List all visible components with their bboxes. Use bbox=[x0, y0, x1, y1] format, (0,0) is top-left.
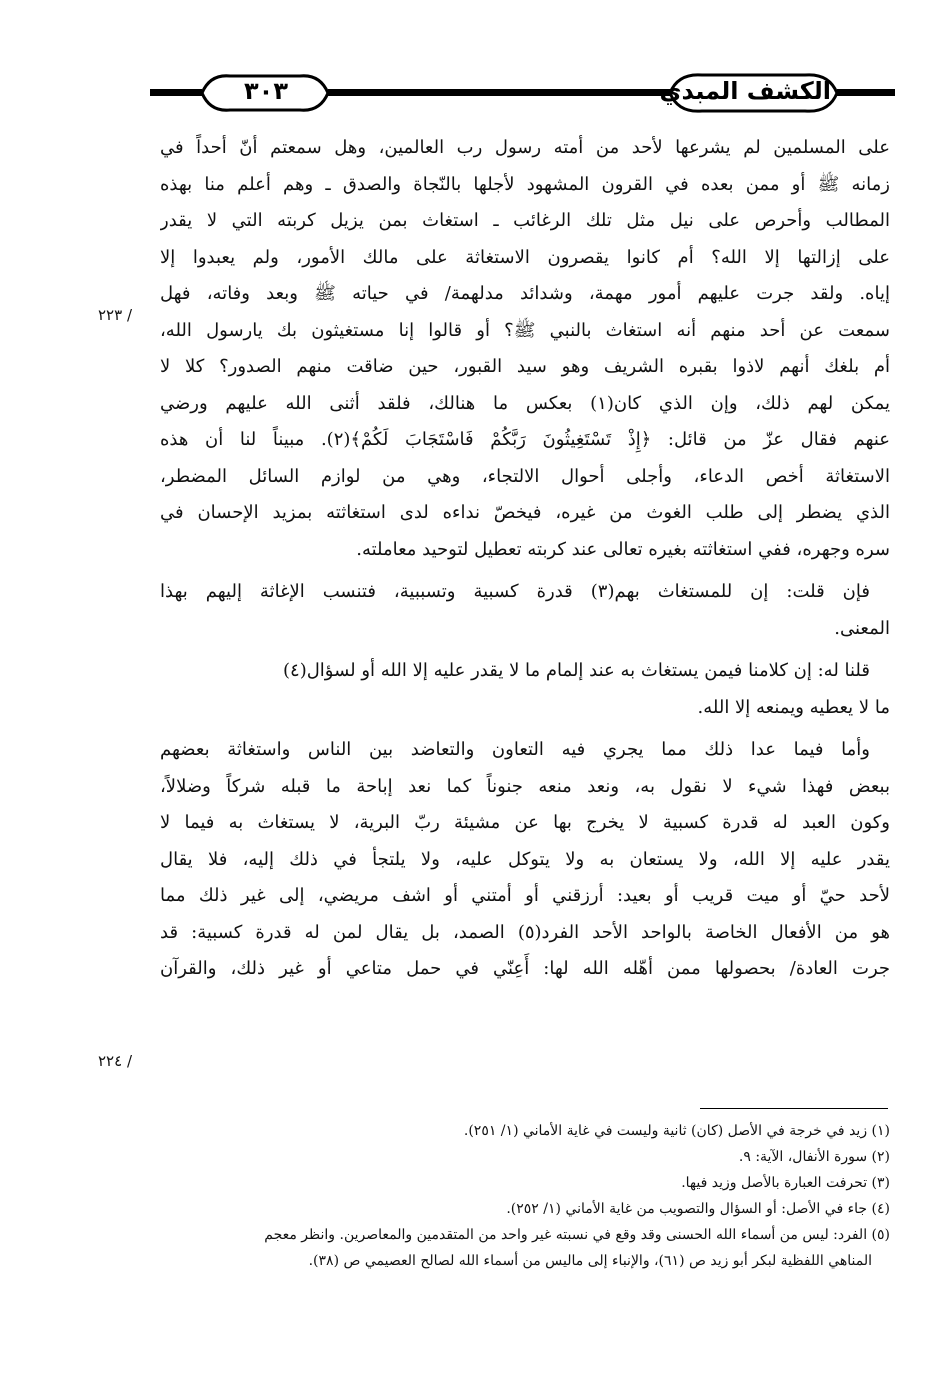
text-line: وكون العبد له قدرة كسبية لا يخرج بها عن مشيئة ربّ البرية، لا يستغاث به فيما لا bbox=[160, 812, 890, 833]
footnotes bbox=[160, 1118, 890, 1274]
text-line: على المسلمين لم يشرعها لأحد من أمته رسول رب العالمين، وهل سمعتم أنّ أحداً في bbox=[160, 137, 890, 158]
text-line: سره وجهره، ففي استغاثته بغيره تعالى عند كربته تعطيل لتوحيد معاملته. bbox=[356, 538, 890, 560]
text-line: على إزالتها إلا الله؟ أم كانوا يقصرون الاستغاثة على مالك الأمور، ولم يعبدوا إلا bbox=[160, 246, 890, 268]
text-line: عنهم فقال عزّ من قائل: ﴿إِذْ تَسْتَغِيثُونَ رَبَّكُمْ فَاسْتَجَابَ لَكُمْ﴾(٢). مبيناً لنا أن هذه bbox=[160, 429, 890, 450]
footnote-continuation: المناهي اللفظية لبكر أبو زيد ص (٦١)، والإنباء إلى ماليس من أسماء الله لصالح العصيمي ص (٣٨). bbox=[308, 1253, 872, 1269]
footnote-separator bbox=[700, 1108, 888, 1109]
text-line: أم بلغك أنهم لاذوا بقبره الشريف وهو سيد القبور، حين ضاقت منهم الصدور؟ كلا لا bbox=[160, 356, 890, 377]
text-line: سمعت عن أحد منهم أنه استغاث بالنبي ﷺ؟ أو قالوا إنا مستغيثون بك يارسول الله، bbox=[160, 319, 890, 341]
text-line: ما لا يعطيه ويمنعه إلا الله. bbox=[697, 696, 890, 718]
footnote: (١) زيد في خرجة في الأصل (كان) ثانية وليست في غاية الأماني (١/ ٢٥١). bbox=[463, 1123, 890, 1139]
text-line: الاستغاثة أخص الدعاء، وأجلى أحوال الالتجاء، وهي من لوازم السائل المضطر، bbox=[160, 465, 890, 487]
text-line: جرت العادة/ بحصولها ممن أهّله الله لها: أَعِنّي في حمل متاعي أو غير ذلك، والقرآن bbox=[160, 958, 890, 979]
text-line: ببعض فهذا شيء لا نقول به، ونعد منعه جنوناً كما نعد إباحة ما قبله شركاً وضلالاً، bbox=[160, 775, 890, 797]
footnote: (٤) جاء في الأصل: أو السؤال والتصويب من غاية الأماني (١/ ٢٥٢). bbox=[506, 1201, 890, 1217]
text-line: زمانه ﷺ أو ممن بعده في القرون المشهود لأجلها بالنّجاة والصدق ـ وهم أعلم منا بهذه bbox=[160, 173, 890, 195]
page-number: ٣٠٣ bbox=[244, 77, 288, 105]
text-line: المعنى. bbox=[834, 617, 890, 639]
footnote: (٣) تحرفت العبارة بالأصل وزيد فيها. bbox=[681, 1175, 890, 1191]
text-line: يمكن لهم ذلك، وإن الذي كان(١) بعكس ما هنالك، فلقد أثنى الله عليهم ورضي bbox=[160, 392, 890, 414]
text-line: الذي يضطر إلى طلب الغوث من غيره، فيخصّ نداءه لدى استغاثته بمزيد الإحسان في bbox=[160, 502, 890, 523]
text-line: لأحد حيّ أو ميت قريب أو بعيد: أرزقني أو أمتني أو اشف مريضي، إلى غير ذلك مما bbox=[160, 885, 890, 906]
main-text bbox=[160, 130, 890, 988]
text-line: فإن قلت: إن للمستغاث بهم(٣) قدرة كسبية وتسببية، فتنسب الإغاثة إليهم بهذا bbox=[160, 581, 870, 602]
text-line: وأما فيما عدا ذلك مما يجري فيه التعاون والتعاضد بين الناس واستغاثة بعضهم bbox=[160, 739, 870, 760]
margin-page-ref: / ٢٢٤ bbox=[98, 1052, 132, 1070]
text-line: يقدر عليه إلا الله، ولا يستعان به ولا يتوكل عليه، ولا يلتجأ في ذلك إليه، فلا يقال bbox=[160, 848, 890, 870]
footnote: (٢) سورة الأنفال، الآية: ٩. bbox=[738, 1149, 890, 1165]
text-line: المطالب وأحرص على نيل مثل تلك الرغائب ـ استغاث بمن يزيل كربته التي لا يقدر bbox=[160, 210, 890, 231]
footnote: (٥) الفرد: ليس من أسماء الله الحسنى وقد وقع في نسبته غير واحد من المتقدمين والمعاصرين. وانظر معجم bbox=[264, 1227, 890, 1243]
text-line: قلنا له: إن كلامنا فيمن يستغاث به عند إلمام ما لا يقدر عليه إلا الله أو لسؤال(٤) bbox=[283, 660, 870, 681]
margin-page-ref: / ٢٢٣ bbox=[98, 306, 132, 324]
page-header bbox=[150, 70, 895, 116]
running-title: الكشف المبدي bbox=[659, 77, 831, 105]
text-line: إياه. ولقد جرت عليهم أمور مهمة، وشدائد مدلهمة/ في حياته ﷺ وبعد وفاته، فهل bbox=[160, 283, 890, 304]
text-line: هو من الأفعال الخاصة بالواحد الأحد الفرد(٥) الصمد، بل يقال لمن له قدرة كسبية: قد bbox=[160, 921, 890, 943]
